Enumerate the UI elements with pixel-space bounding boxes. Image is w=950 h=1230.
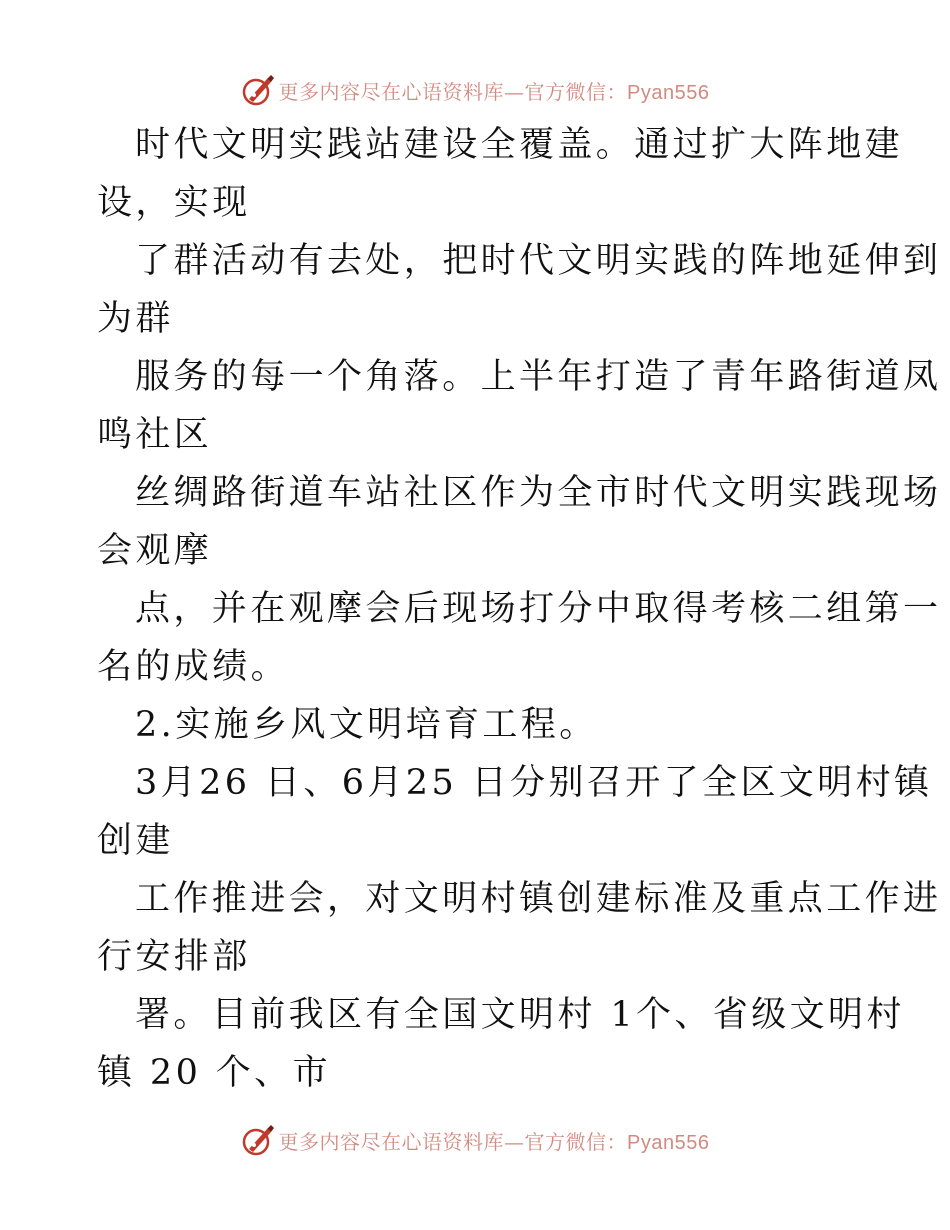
- body-line: 点，并在观摩会后现场打分中取得考核二组第一: [135, 589, 942, 629]
- pen-logo-icon: [241, 1123, 275, 1157]
- body-line: 3月26 日、6月25 日分别召开了全区文明村镇: [135, 763, 933, 803]
- body-line: 了群活动有去处，把时代文明实践的阵地延伸到: [135, 241, 942, 281]
- section-heading: 2.实施乡风文明培育工程。: [135, 705, 598, 745]
- watermark-brand: 更多内容尽在心语资料库: [278, 1129, 505, 1154]
- body-line: 为群: [97, 299, 174, 339]
- body-line: 会观摩: [97, 531, 213, 571]
- document-body: [97, 116, 942, 1102]
- body-line: 行安排部: [97, 937, 251, 977]
- body-line: 时代文明实践站建设全覆盖。通过扩大阵地建: [135, 125, 904, 165]
- watermark-dash: —: [504, 1129, 525, 1154]
- watermark-wechat-label: 官方微信：: [524, 1129, 628, 1154]
- watermark-text: [279, 1126, 710, 1155]
- header-watermark: [0, 72, 950, 108]
- body-line: 设，实现: [97, 183, 251, 223]
- watermark-wechat-label: 官方微信：: [524, 79, 628, 104]
- body-line: 鸣社区: [97, 415, 213, 455]
- body-line: 工作推进会，对文明村镇创建标准及重点工作进: [135, 879, 942, 919]
- footer-watermark: [0, 1122, 950, 1158]
- watermark-wechat-id: Pyan556: [627, 81, 710, 104]
- watermark-wechat-id: Pyan556: [627, 1131, 710, 1154]
- body-line: 镇 20 个、市: [97, 1053, 331, 1093]
- watermark-dash: —: [504, 79, 525, 104]
- body-line: 服务的每一个角落。上半年打造了青年路街道凤: [135, 357, 942, 397]
- body-line: 名的成绩。: [97, 647, 290, 687]
- body-line: 丝绸路街道车站社区作为全市时代文明实践现场: [135, 473, 942, 513]
- watermark-text: [279, 76, 710, 105]
- body-line: 署。目前我区有全国文明村 1个、省级文明村: [135, 995, 905, 1035]
- pen-logo-icon: [241, 73, 275, 107]
- body-line: 创建: [97, 821, 174, 861]
- watermark-brand: 更多内容尽在心语资料库: [278, 79, 505, 104]
